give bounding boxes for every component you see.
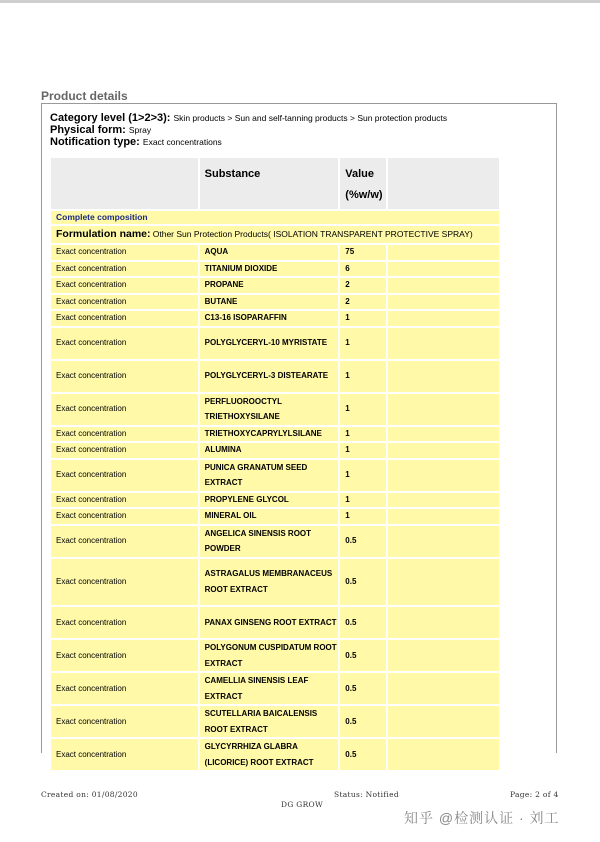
footer-page: Page: 2 of 4 [510,790,559,799]
watermark: 知乎 @检测认证 · 刘工 [404,810,560,826]
value-cell: 0.5 [340,673,386,704]
type-cell: Exact concentration [51,673,198,704]
value-cell: 0.5 [340,640,386,671]
table-row [51,640,499,671]
value-cell: 2 [340,278,386,293]
header-value-label: Value [345,168,375,180]
extra-cell [388,311,499,326]
table-row [51,460,499,491]
type-cell: Exact concentration [51,640,198,671]
header-value-unit: (%w/w) [345,189,383,201]
extra-cell [388,706,499,737]
value-cell: 0.5 [340,739,386,770]
substance-cell: AQUA [200,245,339,260]
extra-cell [388,245,499,260]
extra-cell [388,640,499,671]
substance-cell: BUTANE [200,295,339,310]
type-cell: Exact concentration [51,245,198,260]
substance-cell: POLYGLYCERYL-3 DISTEARATE [200,361,339,392]
table-row [51,493,499,508]
footer-status: Status: Notified [334,790,399,799]
notification-label: Notification type: [50,136,140,148]
type-cell: Exact concentration [51,706,198,737]
section-row [51,211,499,224]
extra-cell [388,509,499,524]
table-row [51,245,499,260]
substance-cell: ANGELICA SINENSIS ROOT POWDER [200,526,339,557]
value-cell: 0.5 [340,706,386,737]
type-cell: Exact concentration [51,262,198,277]
table-row [51,706,499,737]
value-cell: 1 [340,328,386,359]
table-header [51,158,499,209]
table-row [51,311,499,326]
extra-cell [388,361,499,392]
value-cell: 1 [340,361,386,392]
table-row [51,559,499,606]
value-cell: 75 [340,245,386,260]
category-line [50,112,447,124]
type-cell: Exact concentration [51,295,198,310]
table-row [51,361,499,392]
extra-cell [388,493,499,508]
substance-cell: SCUTELLARIA BAICALENSIS ROOT EXTRACT [200,706,339,737]
substance-cell: ASTRAGALUS MEMBRANACEUS ROOT EXTRACT [200,559,339,606]
type-cell: Exact concentration [51,509,198,524]
table-row [51,394,499,425]
value-cell: 1 [340,493,386,508]
complete-composition-label: Complete composition [51,211,499,224]
substance-cell: PERFLUOROOCTYL TRIETHOXYSILANE [200,394,339,425]
value-cell: 2 [340,295,386,310]
table-row [51,278,499,293]
substance-cell: PANAX GINSENG ROOT EXTRACT [200,607,339,638]
section-title: Product details [41,89,128,103]
extra-cell [388,739,499,770]
value-cell: 1 [340,394,386,425]
type-cell: Exact concentration [51,493,198,508]
substance-cell: PUNICA GRANATUM SEED EXTRACT [200,460,339,491]
type-cell: Exact concentration [51,427,198,442]
value-cell: 1 [340,311,386,326]
category-label: Category level (1>2>3): [50,112,171,124]
table-row [51,673,499,704]
extra-cell [388,394,499,425]
type-cell: Exact concentration [51,607,198,638]
extra-cell [388,526,499,557]
notification-line [50,136,447,148]
extra-cell [388,295,499,310]
formulation-label: Formulation name: [56,228,151,240]
table-row [51,739,499,770]
top-divider [0,0,600,3]
type-cell: Exact concentration [51,394,198,425]
type-cell: Exact concentration [51,559,198,606]
footer-created: Created on: 01/08/2020 [41,790,138,799]
type-cell: Exact concentration [51,526,198,557]
substance-cell: POLYGLYCERYL-10 MYRISTATE [200,328,339,359]
substance-cell: CAMELLIA SINENSIS LEAF EXTRACT [200,673,339,704]
type-cell: Exact concentration [51,361,198,392]
formulation-row [51,226,499,243]
extra-cell [388,460,499,491]
physical-value: Spray [128,125,152,135]
substance-cell: PROPANE [200,278,339,293]
table-row [51,295,499,310]
substance-cell: C13-16 ISOPARAFFIN [200,311,339,326]
value-cell: 1 [340,509,386,524]
extra-cell [388,427,499,442]
physical-label: Physical form: [50,124,126,136]
header-substance: Substance [200,158,339,209]
header-value [340,158,386,209]
header-extra [388,158,499,209]
substance-cell: TITANIUM DIOXIDE [200,262,339,277]
type-cell: Exact concentration [51,328,198,359]
extra-cell [388,262,499,277]
composition-table [49,156,501,772]
formulation-value: Other Sun Protection Products( ISOLATION TRANSPARENT PROTECTIVE SPRAY) [152,229,473,239]
footer-company: DG GROW [281,800,323,809]
value-cell: 0.5 [340,526,386,557]
type-cell: Exact concentration [51,311,198,326]
type-cell: Exact concentration [51,739,198,770]
value-cell: 0.5 [340,607,386,638]
type-cell: Exact concentration [51,443,198,458]
table-row [51,607,499,638]
notification-value: Exact concentrations [142,137,222,147]
table-row [51,443,499,458]
table-row [51,328,499,359]
value-cell: 1 [340,460,386,491]
substance-cell: POLYGONUM CUSPIDATUM ROOT EXTRACT [200,640,339,671]
extra-cell [388,673,499,704]
extra-cell [388,278,499,293]
extra-cell [388,328,499,359]
type-cell: Exact concentration [51,278,198,293]
product-meta [50,112,447,148]
type-cell: Exact concentration [51,460,198,491]
table-row [51,509,499,524]
extra-cell [388,559,499,606]
substance-cell: GLYCYRRHIZA GLABRA (LICORICE) ROOT EXTRACT [200,739,339,770]
table-row [51,526,499,557]
extra-cell [388,443,499,458]
value-cell: 1 [340,443,386,458]
extra-cell [388,607,499,638]
value-cell: 0.5 [340,559,386,606]
table-row [51,427,499,442]
substance-cell: TRIETHOXYCAPRYLYLSILANE [200,427,339,442]
physical-line [50,124,447,136]
table-row [51,262,499,277]
substance-cell: MINERAL OIL [200,509,339,524]
value-cell: 6 [340,262,386,277]
header-empty [51,158,198,209]
category-value: Skin products > Sun and self-tanning products > Sun protection products [173,113,448,123]
formulation-cell [51,226,499,243]
substance-cell: ALUMINA [200,443,339,458]
value-cell: 1 [340,427,386,442]
substance-cell: PROPYLENE GLYCOL [200,493,339,508]
